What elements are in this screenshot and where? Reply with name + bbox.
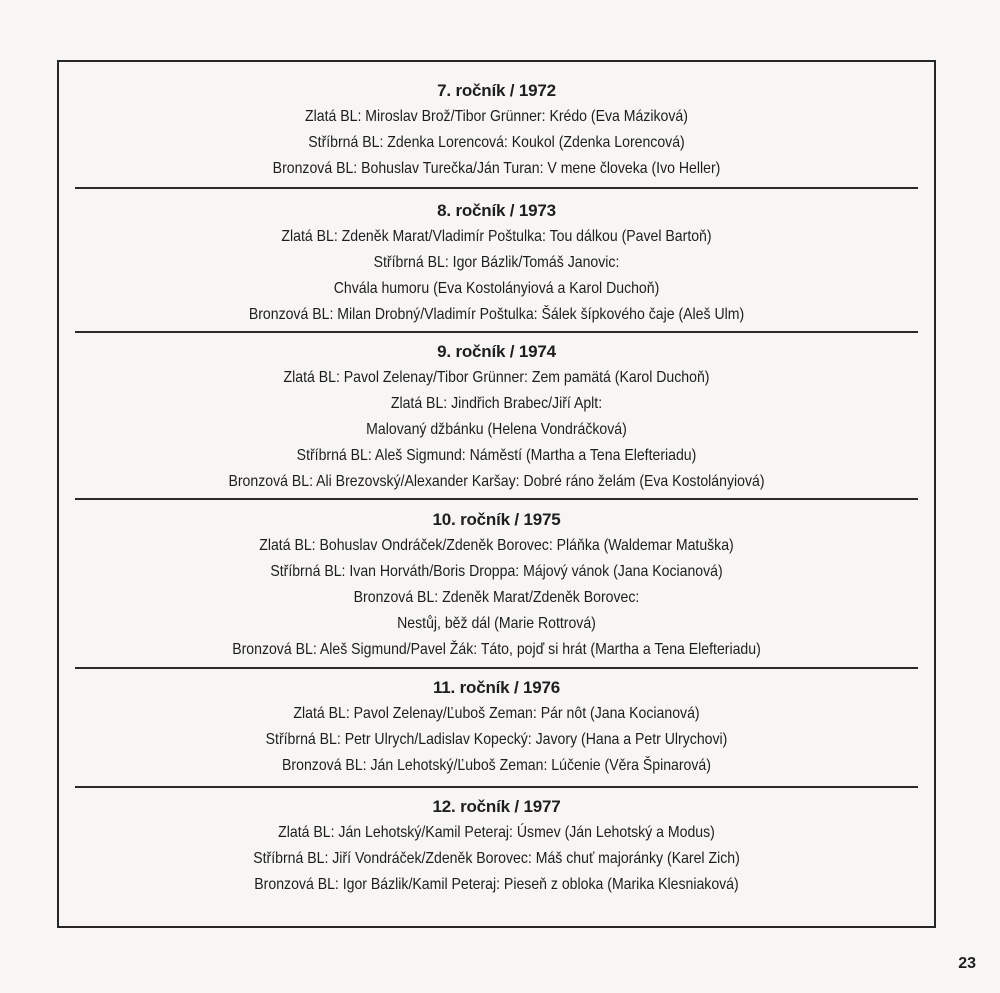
section-title: 7. ročník / 1972 — [437, 81, 556, 100]
section-divider — [75, 331, 918, 333]
section-divider — [75, 786, 918, 788]
page-number: 23 — [958, 955, 976, 972]
section-title: 10. ročník / 1975 — [432, 510, 561, 529]
year-section-1976 — [75, 675, 918, 779]
award-line: Malovaný džbánku (Helena Vondráčková) — [366, 421, 627, 438]
award-line: Zlatá BL: Miroslav Brož/Tibor Grünner: Krédo (Eva Máziková) — [305, 108, 688, 125]
section-divider — [75, 667, 918, 669]
award-line: Bronzová BL: Ján Lehotský/Ľuboš Zeman: Lúčenie (Věra Špinarová) — [282, 757, 711, 774]
award-line: Zlatá BL: Jindřich Brabec/Jiří Aplt: — [390, 395, 603, 412]
section-title: 11. ročník / 1976 — [432, 678, 561, 697]
award-line: Stříbrná BL: Jiří Vondráček/Zdeněk Borovec: Máš chuť majoránky (Karel Zich) — [253, 850, 740, 867]
content-frame — [57, 60, 936, 928]
award-line: Nestůj, běž dál (Marie Rottrová) — [397, 615, 596, 632]
award-line: Stříbrná BL: Petr Ulrych/Ladislav Kopecký: Javory (Hana a Petr Ulrychovi) — [265, 731, 728, 748]
section-title: 8. ročník / 1973 — [437, 201, 556, 220]
award-line: Bronzová BL: Igor Bázlik/Kamil Peteraj: Pieseň z obloka (Marika Klesniaková) — [254, 876, 739, 893]
award-line: Stříbrná BL: Ivan Horváth/Boris Droppa: Májový vánok (Jana Kocianová) — [270, 563, 723, 580]
year-section-1974 — [75, 339, 918, 495]
award-line: Stříbrná BL: Zdenka Lorencová: Koukol (Zdenka Lorencová) — [308, 134, 685, 151]
award-line: Zlatá BL: Zdeněk Marat/Vladimír Poštulka: Tou dálkou (Pavel Bartoň) — [281, 228, 712, 245]
award-line: Zlatá BL: Pavol Zelenay/Ľuboš Zeman: Pár nôt (Jana Kocianová) — [293, 705, 700, 722]
year-section-1977 — [75, 794, 918, 898]
section-title: 12. ročník / 1977 — [432, 797, 561, 816]
award-line: Bronzová BL: Zdeněk Marat/Zdeněk Borovec: — [353, 589, 640, 606]
award-line: Stříbrná BL: Igor Bázlik/Tomáš Janovic: — [373, 254, 620, 271]
award-line: Zlatá BL: Ján Lehotský/Kamil Peteraj: Úsmev (Ján Lehotský a Modus) — [278, 824, 715, 841]
year-section-1973 — [75, 198, 918, 328]
year-section-1975 — [75, 507, 918, 663]
award-line: Zlatá BL: Pavol Zelenay/Tibor Grünner: Zem pamätá (Karol Duchoň) — [283, 369, 710, 386]
section-divider — [75, 187, 918, 189]
award-line: Bronzová BL: Ali Brezovský/Alexander Karšay: Dobré ráno želám (Eva Kostolányiová) — [228, 473, 765, 490]
award-line: Zlatá BL: Bohuslav Ondráček/Zdeněk Borovec: Pláňka (Waldemar Matuška) — [259, 537, 734, 554]
award-line: Chvála humoru (Eva Kostolányiová a Karol Duchoň) — [333, 280, 660, 297]
award-line: Stříbrná BL: Aleš Sigmund: Náměstí (Martha a Tena Elefteriadu) — [296, 447, 697, 464]
section-divider — [75, 498, 918, 500]
award-line: Bronzová BL: Aleš Sigmund/Pavel Žák: Táto, pojď si hrát (Martha a Tena Elefteriadu) — [232, 641, 761, 658]
award-line: Bronzová BL: Bohuslav Turečka/Ján Turan: V mene človeka (Ivo Heller) — [272, 160, 721, 177]
section-title: 9. ročník / 1974 — [437, 342, 556, 361]
year-section-1972 — [75, 78, 918, 182]
award-line: Bronzová BL: Milan Drobný/Vladimír Poštulka: Šálek šípkového čaje (Aleš Ulm) — [248, 306, 745, 323]
